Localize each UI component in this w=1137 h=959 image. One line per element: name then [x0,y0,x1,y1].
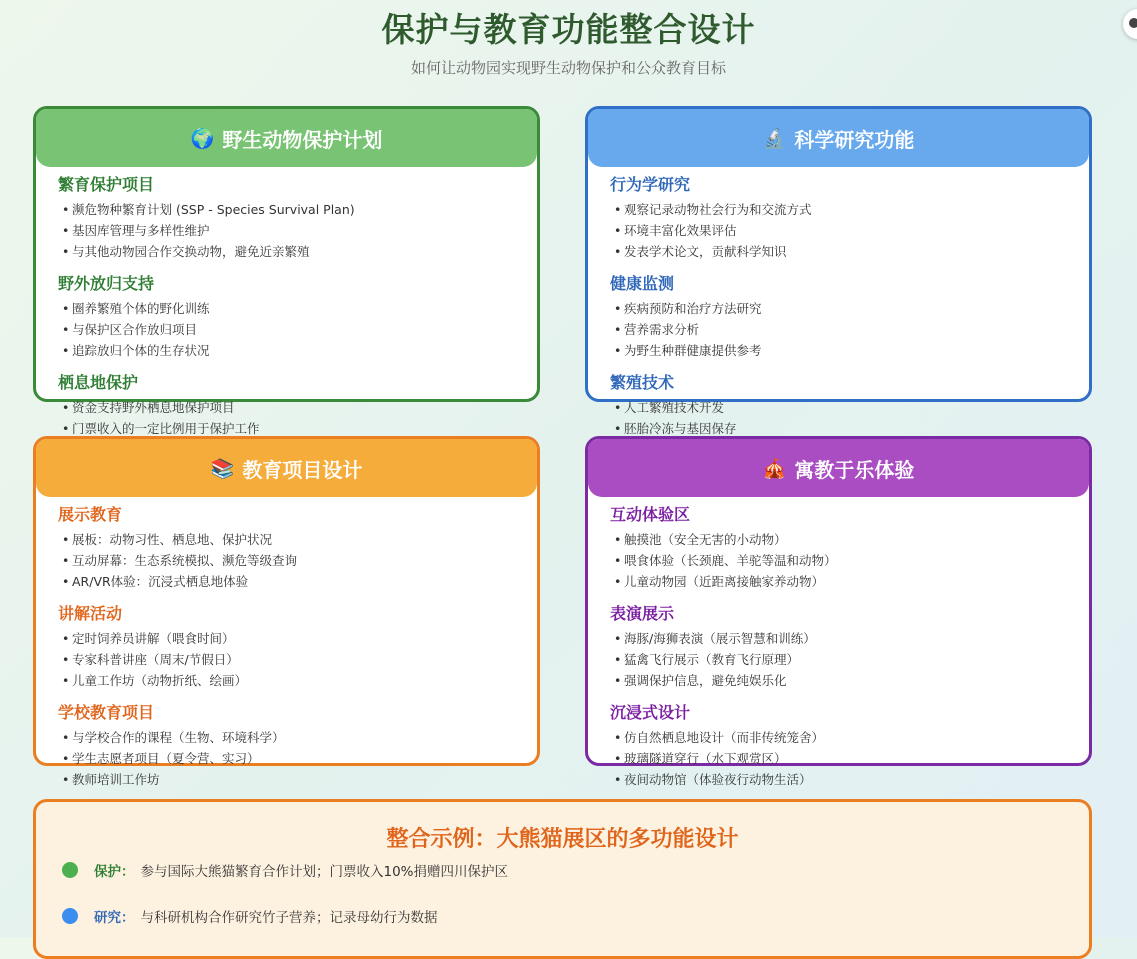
list-item: • 与保护区合作放归项目 [58,319,518,340]
list-item: • AR/VR体验：沉浸式栖息地体验 [58,571,518,592]
list-item: • 环境丰富化效果评估 [610,220,1070,241]
list-item: • 资金支持野外栖息地保护项目 [58,397,518,418]
list-item: • 猛禽飞行展示（教育飞行原理） [610,649,1070,670]
section [610,505,1070,592]
section [58,703,518,790]
card-header [588,439,1089,497]
integration-example-panel [33,799,1092,959]
list-item: • 儿童工作坊（动物折纸、绘画） [58,670,518,691]
list-item: • 与学校合作的课程（生物、环境科学） [58,727,518,748]
example-label: 保护： [94,864,135,880]
example-label: 研究： [94,910,135,926]
card-header [36,109,537,167]
section-title: 繁殖技术 [610,373,675,392]
list-item: • 胚胎冷冻与基因保存 [610,418,1070,439]
list-item: • 学生志愿者项目（夏令营、实习） [58,748,518,769]
list-item: • 发表学术论文，贡献科学知识 [610,241,1070,262]
dot-icon [1129,18,1137,28]
section-title: 栖息地保护 [58,373,139,392]
list-item: • 触摸池（安全无害的小动物） [610,529,1070,550]
card-title: 科学研究功能 [794,127,915,152]
globe-icon: 🌍 [190,127,215,150]
card-title: 寓教于乐体验 [794,457,915,482]
card-content [58,505,518,802]
list-item: • 专家科普讲座（周末/节假日） [58,649,518,670]
card-content [58,175,518,451]
list-item: • 观察记录动物社会行为和交流方式 [610,199,1070,220]
card-title: 教育项目设计 [242,457,363,482]
list-item: • 喂食体验（长颈鹿、羊驼等温和动物） [610,550,1070,571]
example-title: 整合示例：大熊猫展区的多功能设计 [386,827,739,852]
edutainment-card [585,436,1092,787]
section-title: 展示教育 [58,505,123,524]
card-header [36,439,537,497]
section-title: 讲解活动 [58,604,123,623]
list-item: • 儿童动物园（近距离接触家养动物） [610,571,1070,592]
list-item: • 定时饲养员讲解（喂食时间） [58,628,518,649]
section [58,175,518,262]
card-title: 野生动物保护计划 [222,127,383,152]
section [610,175,1070,262]
list-item: • 夜间动物馆（体验夜行动物生活） [610,769,1070,790]
section-title: 健康监测 [610,274,675,293]
section-title: 表演展示 [610,604,675,623]
list-item: • 仿自然栖息地设计（而非传统笼舍） [610,727,1070,748]
example-row-conservation [62,860,508,880]
section-title: 繁育保护项目 [58,175,155,194]
card-header [588,109,1089,167]
list-item: • 疾病预防和治疗方法研究 [610,298,1070,319]
list-item: • 人工繁殖技术开发 [610,397,1070,418]
list-item: • 与其他动物园合作交换动物，避免近亲繁殖 [58,241,518,262]
page-subtitle: 如何让动物园实现野生动物保护和公众教育目标 [410,59,726,77]
conservation-card [33,106,540,436]
microscope-icon: 🔬 [762,127,787,150]
section-title: 沉浸式设计 [610,703,691,722]
section-title: 行为学研究 [610,175,691,194]
list-item: • 营养需求分析 [610,319,1070,340]
list-item: • 海豚/海狮表演（展示智慧和训练） [610,628,1070,649]
section [610,703,1070,790]
section-title: 互动体验区 [610,505,691,524]
page-title: 保护与教育功能整合设计 [381,10,756,49]
list-item: • 互动屏幕：生态系统模拟、濒危等级查询 [58,550,518,571]
card-content [610,175,1070,451]
education-card [33,436,540,787]
list-item: • 强调保护信息，避免纯娱乐化 [610,670,1070,691]
circus-tent-icon: 🎪 [762,457,787,480]
list-item: • 门票收入的一定比例用于保护工作 [58,418,518,439]
example-text: 参与国际大熊猫繁育合作计划；门票收入10%捐赠四川保护区 [140,864,509,880]
list-item: • 圈养繁殖个体的野化训练 [58,298,518,319]
list-item: • 展板：动物习性、栖息地、保护状况 [58,529,518,550]
section [610,274,1070,361]
section-title: 野外放归支持 [58,274,155,293]
section [58,274,518,361]
list-item: • 基因库管理与多样性维护 [58,220,518,241]
list-item: • 玻璃隧道穿行（水下观赏区） [610,748,1070,769]
blue-dot-icon [62,908,78,924]
example-text: 与科研机构合作研究竹子营养；记录母幼行为数据 [140,910,438,926]
list-item: • 濒危物种繁育计划 (SSP - Species Survival Plan) [58,199,518,220]
research-card [585,106,1092,436]
list-item: • 追踪放归个体的生存状况 [58,340,518,361]
list-item: • 为野生种群健康提供参考 [610,340,1070,361]
books-icon: 📚 [210,457,235,480]
section [610,604,1070,691]
section [58,505,518,592]
section [610,373,1070,439]
card-content [610,505,1070,802]
list-item: • 教师培训工作坊 [58,769,518,790]
section [58,373,518,439]
section [58,604,518,691]
example-row-research [62,906,438,926]
green-dot-icon [62,862,78,878]
section-title: 学校教育项目 [58,703,155,722]
